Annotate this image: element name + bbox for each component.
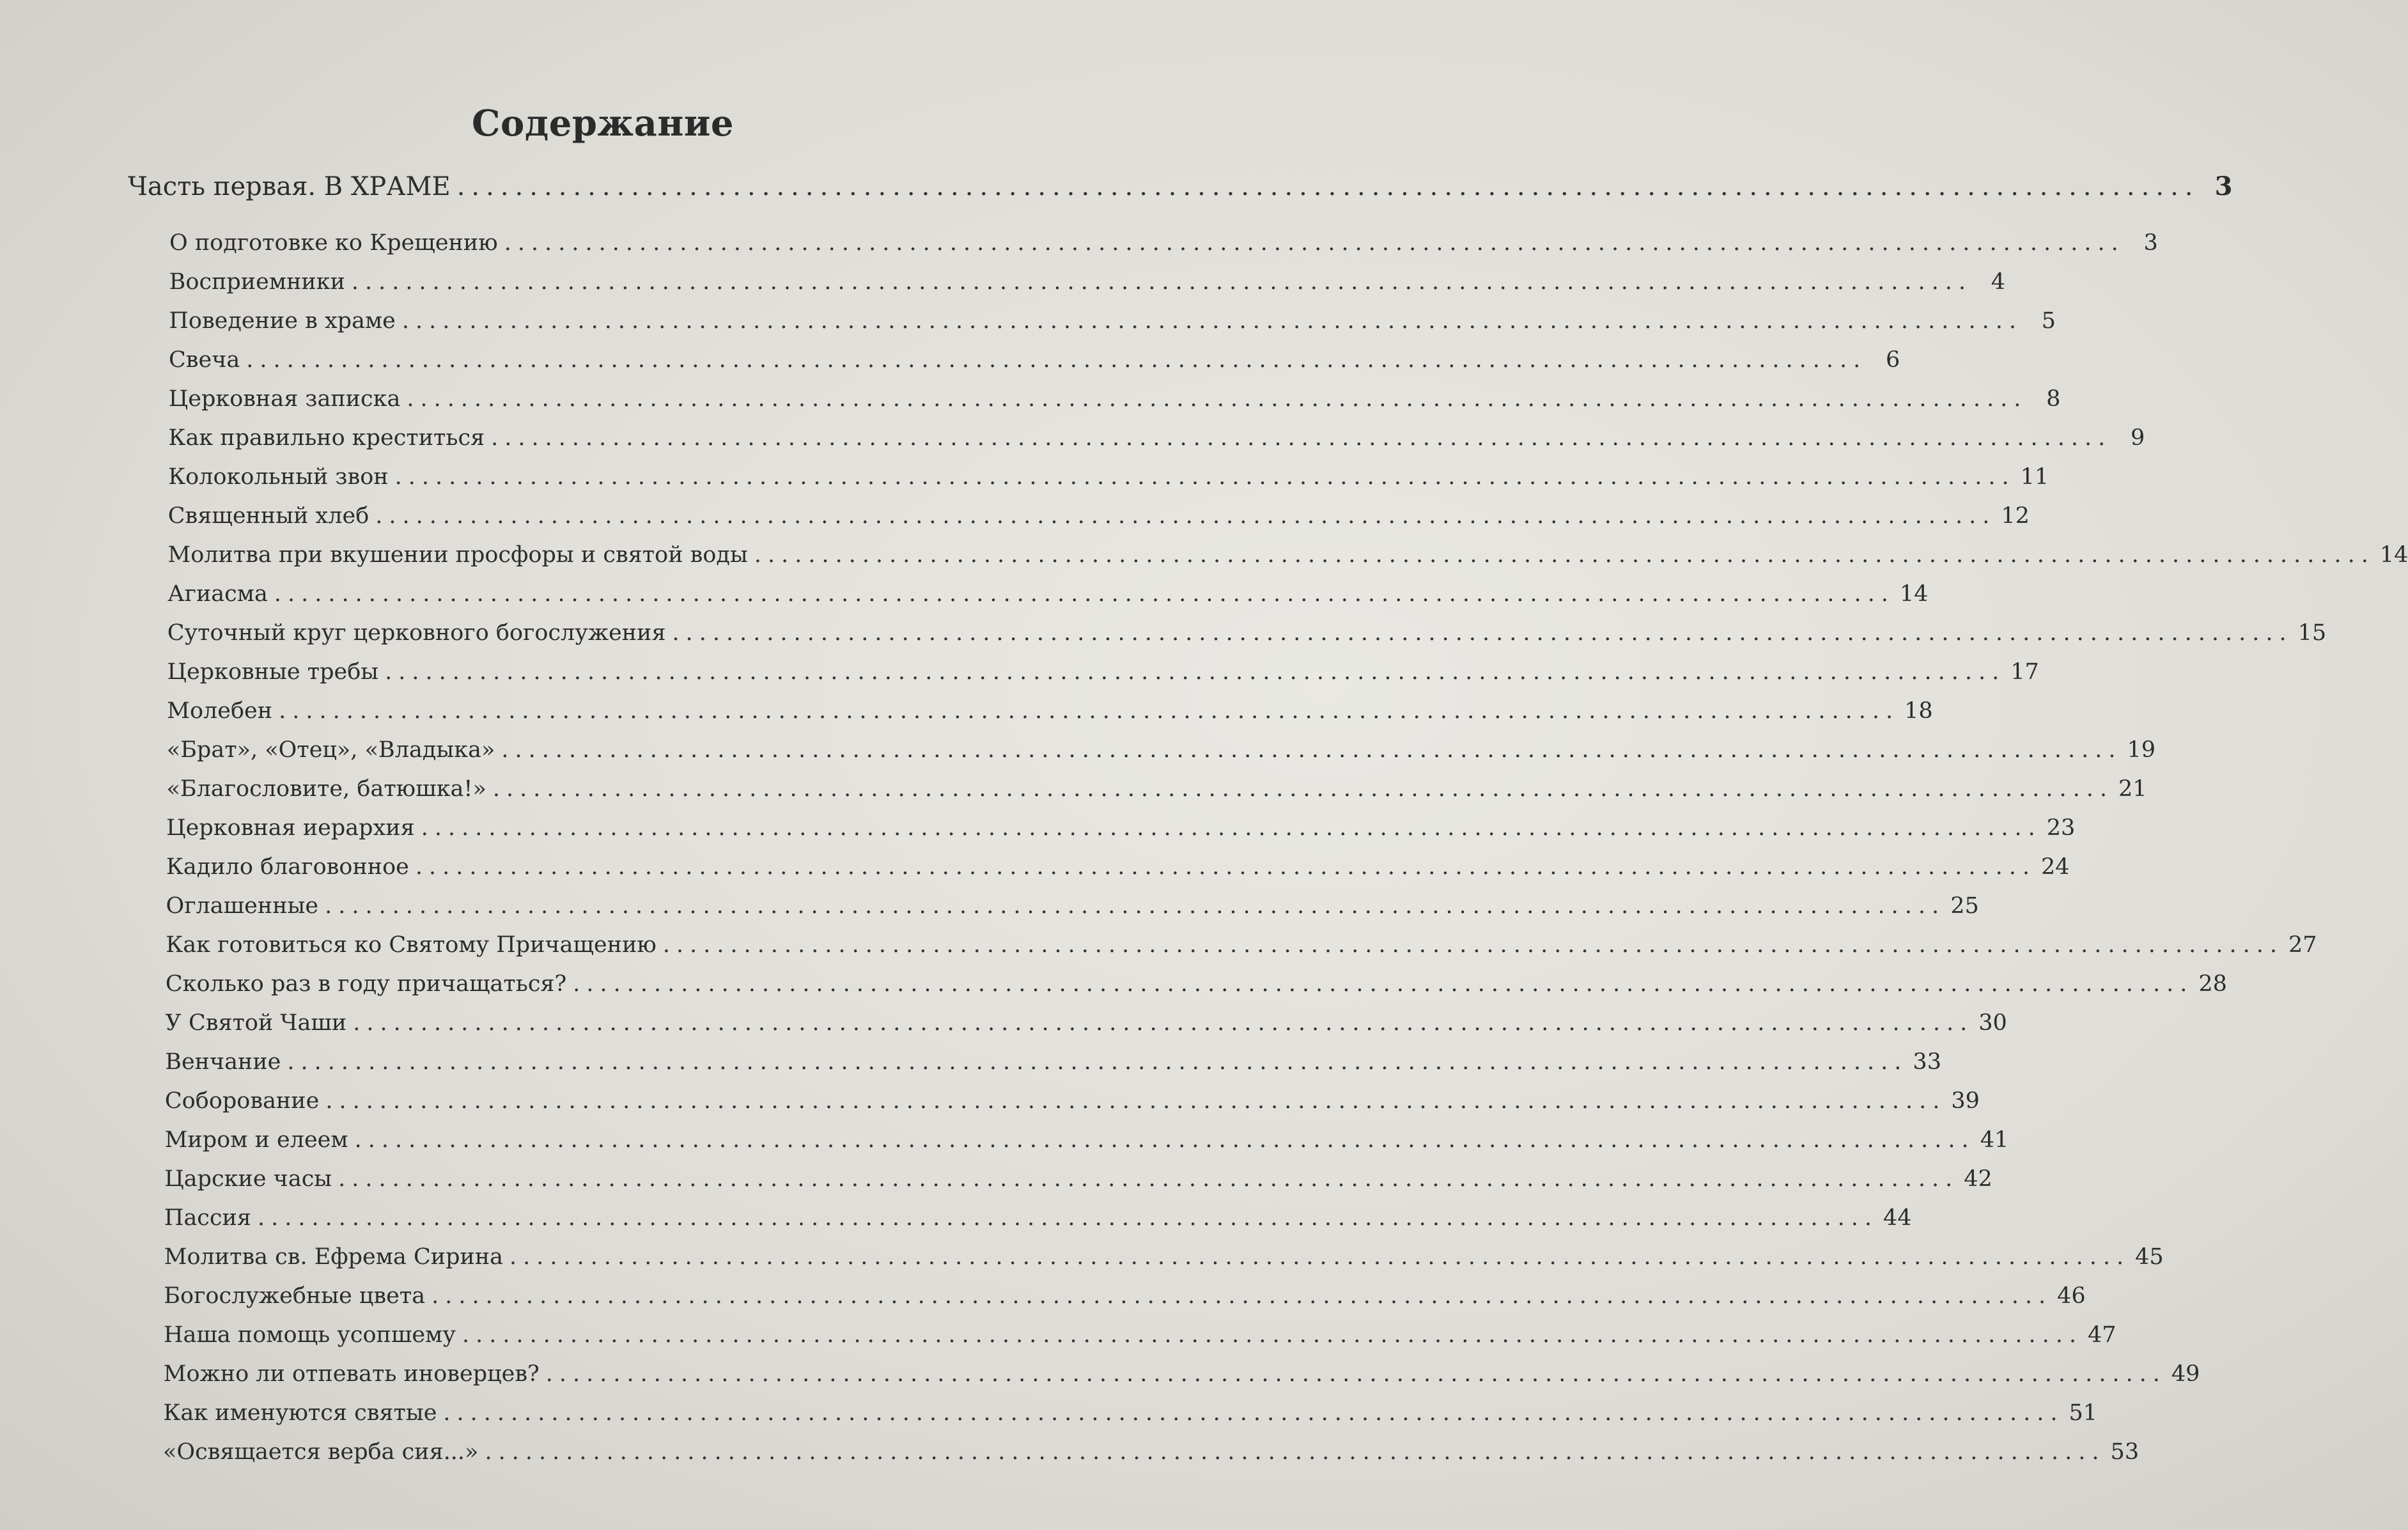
toc-entry-page: 27 — [2288, 932, 2317, 958]
toc-entry-page: 41 — [1980, 1127, 2009, 1153]
toc-leader-dots: ........................................................................................................................ — [421, 815, 2042, 841]
toc-leader-dots: ........................................................................................................................ — [385, 659, 2006, 685]
toc-leader-dots: ........................................................................................................................ — [491, 425, 2112, 451]
toc-leader-dots: ........................................................................................................................ — [375, 503, 1996, 529]
toc-entry-page: 15 — [2297, 620, 2327, 646]
toc-entry — [165, 970, 2227, 998]
toc-entry-page: 14 — [1899, 581, 1929, 607]
toc-entry-label: Агиасма — [167, 581, 268, 607]
toc-entry — [169, 307, 2056, 335]
toc-entry-page: 3 — [2143, 230, 2158, 256]
toc-entry — [167, 697, 1933, 725]
toc-entry-page: 11 — [2020, 464, 2049, 490]
toc-entry-label: Молитва при вкушении просфоры и святой воды — [167, 542, 748, 568]
toc-entry-label: Церковная записка — [168, 386, 401, 412]
toc-entry-page: 17 — [2010, 659, 2039, 685]
toc-entry-page: 21 — [2118, 776, 2147, 802]
toc-entry — [167, 619, 2327, 647]
toc-entry-label: Суточный круг церковного богослужения — [167, 620, 666, 646]
toc-entry-label: Наша помощь усопшему — [163, 1322, 456, 1348]
toc-leader-dots: ........................................................................................................................ — [501, 737, 2122, 763]
toc-leader-dots: ........................................................................................................................ — [504, 230, 2125, 256]
toc-entry-label: Как готовиться ко Святому Причащению — [166, 932, 656, 958]
toc-entry-page: 51 — [2069, 1400, 2098, 1426]
toc-leader-dots: ........................................................................................................................ — [338, 1166, 1959, 1192]
toc-entry-label: Молитва св. Ефрема Сирина — [164, 1244, 504, 1270]
toc-entry — [165, 1009, 2007, 1037]
toc-leader-dots: ........................................................................................................................ — [492, 776, 2113, 802]
toc-leader-dots: ........................................................................................................................ — [672, 620, 2293, 646]
toc-part-page: 3 — [2214, 171, 2233, 201]
toc-entry — [166, 736, 2156, 764]
toc-entry-page: 6 — [1886, 347, 1900, 373]
toc-entry-label: Церковная иерархия — [166, 815, 415, 841]
toc-entry-page: 46 — [2057, 1283, 2086, 1309]
toc-leader-dots: ........................................................................................................................ — [754, 542, 2375, 568]
toc-entry — [165, 1048, 1941, 1076]
toc-entry-label: Сколько раз в году причащаться? — [165, 971, 567, 997]
toc-entry — [163, 1321, 2117, 1349]
toc-leader-dots: ........................................................................................................................ — [662, 932, 2283, 958]
toc-entry-label: «Благословите, батюшка!» — [166, 776, 486, 802]
toc-leader-dots: ........................................................................................................................ — [456, 172, 2200, 201]
toc-leader-dots: ........................................................................................................................ — [462, 1322, 2083, 1348]
toc-part-label: Часть первая. В ХРАМЕ — [128, 172, 451, 201]
toc-entry — [167, 658, 2039, 686]
toc-entry — [166, 892, 1979, 920]
toc-entry-page: 47 — [2088, 1322, 2117, 1348]
toc-entry-label: Свеча — [169, 347, 240, 373]
toc-entry — [167, 502, 2030, 530]
toc-part-heading — [128, 171, 2233, 201]
toc-leader-dots: ........................................................................................................................ — [573, 971, 2194, 997]
toc-leader-dots: ........................................................................................................................ — [407, 386, 2028, 412]
toc-entry — [168, 385, 2061, 413]
toc-leader-dots: ........................................................................................................................ — [394, 464, 2016, 490]
toc-entry-label: Восприемники — [169, 269, 345, 295]
toc-leader-dots: ........................................................................................................................ — [353, 1010, 1974, 1036]
toc-entry-label: О подготовке ко Крещению — [169, 230, 498, 256]
toc-entry-label: У Святой Чаши — [165, 1010, 347, 1036]
toc-entry-page: 25 — [1950, 893, 1979, 919]
toc-leader-dots: ........................................................................................................................ — [443, 1400, 2064, 1426]
toc-entry-page: 24 — [2040, 854, 2070, 880]
toc-entry-label: Можно ли отпевать иноверцев? — [163, 1361, 540, 1387]
toc-entry — [167, 541, 2408, 569]
toc-leader-dots: ........................................................................................................................ — [545, 1361, 2166, 1387]
toc-leader-dots: ........................................................................................................................ — [246, 347, 1867, 373]
toc-leader-dots: ........................................................................................................................ — [354, 1127, 1975, 1153]
toc-entry-label: Царские часы — [164, 1166, 332, 1192]
toc-entry-page: 12 — [2001, 503, 2030, 529]
toc-entry-page: 44 — [1883, 1205, 1912, 1231]
page-title: Содержание — [471, 102, 734, 144]
toc-leader-dots: ........................................................................................................................ — [509, 1244, 2131, 1270]
toc-entry — [169, 346, 1900, 374]
toc-entry-label: Церковные требы — [167, 659, 379, 685]
toc-entry-page: 8 — [2046, 386, 2061, 412]
toc-entry-page: 49 — [2171, 1361, 2200, 1387]
toc-leader-dots: ........................................................................................................................ — [274, 581, 1895, 607]
toc-entry — [166, 931, 2317, 959]
toc-entry-page: 42 — [1964, 1166, 1992, 1192]
toc-entry-label: Миром и елеем — [164, 1127, 348, 1153]
toc-entry — [164, 1282, 2086, 1310]
toc-leader-dots: ........................................................................................................................ — [351, 269, 1972, 295]
toc-entry-page: 19 — [2127, 737, 2156, 763]
toc-leader-dots: ........................................................................................................................ — [431, 1283, 2053, 1309]
toc-entry-label: Кадило благовонное — [166, 854, 409, 880]
toc-entry-page: 18 — [1904, 698, 1933, 724]
toc-entry — [169, 268, 2005, 296]
toc-entry-page: 45 — [2135, 1244, 2164, 1270]
toc-entry-label: «Брат», «Отец», «Владыка» — [166, 737, 495, 763]
toc-entry-label: Как правильно креститься — [168, 425, 485, 451]
toc-leader-dots: ........................................................................................................................ — [415, 854, 2036, 880]
toc-entry — [169, 229, 2158, 257]
toc-entry-page: 28 — [2198, 971, 2227, 997]
toc-entry-page: 53 — [2110, 1439, 2140, 1465]
toc-entry-page: 33 — [1913, 1049, 1941, 1075]
toc-entry — [167, 580, 1929, 608]
toc-entry-label: Молебен — [167, 698, 273, 724]
toc-leader-dots: ........................................................................................................................ — [325, 1088, 1946, 1114]
toc-entry — [164, 1243, 2164, 1271]
toc-entry — [164, 1126, 2009, 1154]
toc-entry — [168, 463, 2049, 491]
toc-entry-page: 30 — [1978, 1010, 2007, 1036]
toc-entry — [164, 1165, 1992, 1193]
toc-entry-label: Священный хлеб — [167, 503, 369, 529]
toc-entry-page: 4 — [1991, 269, 2005, 295]
toc-entry — [166, 853, 2070, 881]
toc-entry — [164, 1204, 1912, 1232]
toc-entry — [163, 1360, 2200, 1388]
toc-leader-dots: ........................................................................................................................ — [279, 698, 1900, 724]
toc-entry-label: «Освящается верба сия...» — [163, 1439, 479, 1465]
toc-leader-dots: ........................................................................................................................ — [401, 308, 2023, 334]
toc-leader-dots: ........................................................................................................................ — [485, 1439, 2106, 1465]
toc-entry — [166, 814, 2076, 842]
toc-entry — [163, 1438, 2140, 1466]
toc-entry-label: Поведение в храме — [169, 308, 396, 334]
toc-entry — [166, 775, 2147, 803]
toc-entry-label: Пассия — [164, 1205, 251, 1231]
toc-entry-page: 14 — [2379, 542, 2408, 568]
toc-entry-label: Венчание — [165, 1049, 281, 1075]
toc-entry-page: 5 — [2041, 308, 2056, 334]
toc-entry-label: Богослужебные цвета — [164, 1283, 426, 1309]
toc-leader-dots: ........................................................................................................................ — [257, 1205, 1878, 1231]
toc-entry-page: 23 — [2046, 815, 2076, 841]
toc-entry-page: 9 — [2130, 425, 2145, 451]
toc-entry — [168, 424, 2145, 452]
toc-entry-label: Оглашенные — [166, 893, 319, 919]
toc-entry — [163, 1399, 2098, 1427]
toc-leader-dots: ........................................................................................................................ — [325, 893, 1946, 919]
toc-entry-label: Соборование — [164, 1088, 320, 1114]
toc-entry-label: Как именуются святые — [163, 1400, 437, 1426]
toc-leader-dots: ........................................................................................................................ — [287, 1049, 1908, 1075]
toc-entry — [164, 1087, 1980, 1115]
toc-entry-page: 39 — [1951, 1088, 1980, 1114]
toc-entry-label: Колокольный звон — [168, 464, 389, 490]
